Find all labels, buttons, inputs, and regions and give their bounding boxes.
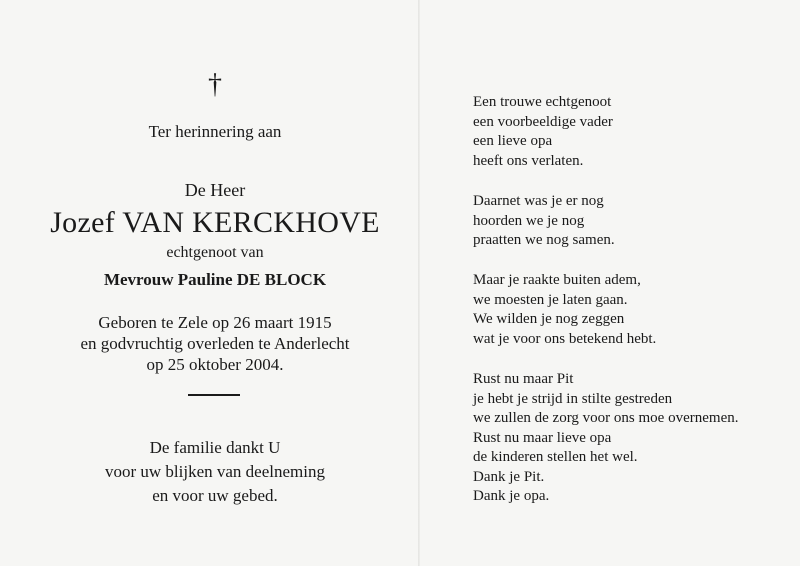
- life-details: [0, 312, 430, 375]
- relation-text: echtgenoot van: [166, 244, 264, 261]
- intro-text: Ter herinnering aan: [148, 122, 282, 141]
- salutation: De Heer: [184, 180, 246, 200]
- poem-line: Dank je Pit.: [473, 468, 545, 485]
- thanks-message: [0, 436, 430, 508]
- spouse-name: Mevrouw Pauline DE BLOCK: [103, 270, 327, 289]
- poem-line: Rust nu maar lieve opa: [473, 429, 612, 446]
- poem-line: praatten we nog samen.: [473, 232, 615, 248]
- poem-line: Daarnet was je er nog: [473, 193, 604, 209]
- poem-line: Dank je opa.: [473, 488, 550, 504]
- right-panel: [420, 0, 800, 566]
- poem-stanza: [473, 370, 738, 507]
- cross-icon: †: [208, 69, 222, 100]
- poem-line: Een trouwe echtgenoot: [473, 94, 612, 110]
- life-detail-line: op 25 oktober 2004.: [146, 355, 284, 374]
- life-detail-line: en godvruchtig overleden te Anderlecht: [80, 334, 350, 353]
- poem-line: heeft ons verlaten.: [473, 152, 584, 169]
- thanks-line: en voor uw gebed.: [152, 486, 278, 505]
- divider-line: [188, 394, 240, 396]
- poem-line: we moesten je laten gaan.: [473, 291, 628, 308]
- poem-line: de kinderen stellen het wel.: [473, 449, 638, 465]
- poem-line: We wilden je nog zeggen: [473, 311, 625, 327]
- poem-line: een lieve opa: [473, 133, 553, 149]
- thanks-line: voor uw blijken van deelneming: [104, 462, 325, 481]
- poem-line: wat je voor ons betekend hebt.: [473, 330, 657, 347]
- poem-stanza: [473, 93, 613, 171]
- life-detail-line: Geboren te Zele op 26 maart 1915: [98, 313, 332, 332]
- thanks-line: De familie dankt U: [149, 438, 281, 457]
- poem-stanza: [473, 192, 615, 251]
- poem-line: we zullen de zorg voor ons moe overnemen.: [473, 410, 739, 426]
- poem-line: Maar je raakte buiten adem,: [473, 272, 641, 288]
- poem-line: hoorden we je nog: [473, 212, 585, 229]
- poem-stanza: [473, 271, 656, 349]
- deceased-name: Jozef VAN KERCKHOVE: [50, 206, 380, 239]
- poem-line: een voorbeeldige vader: [473, 113, 613, 130]
- poem-line: je hebt je strijd in stilte gestreden: [473, 390, 673, 407]
- poem-line: Rust nu maar Pit: [473, 371, 574, 387]
